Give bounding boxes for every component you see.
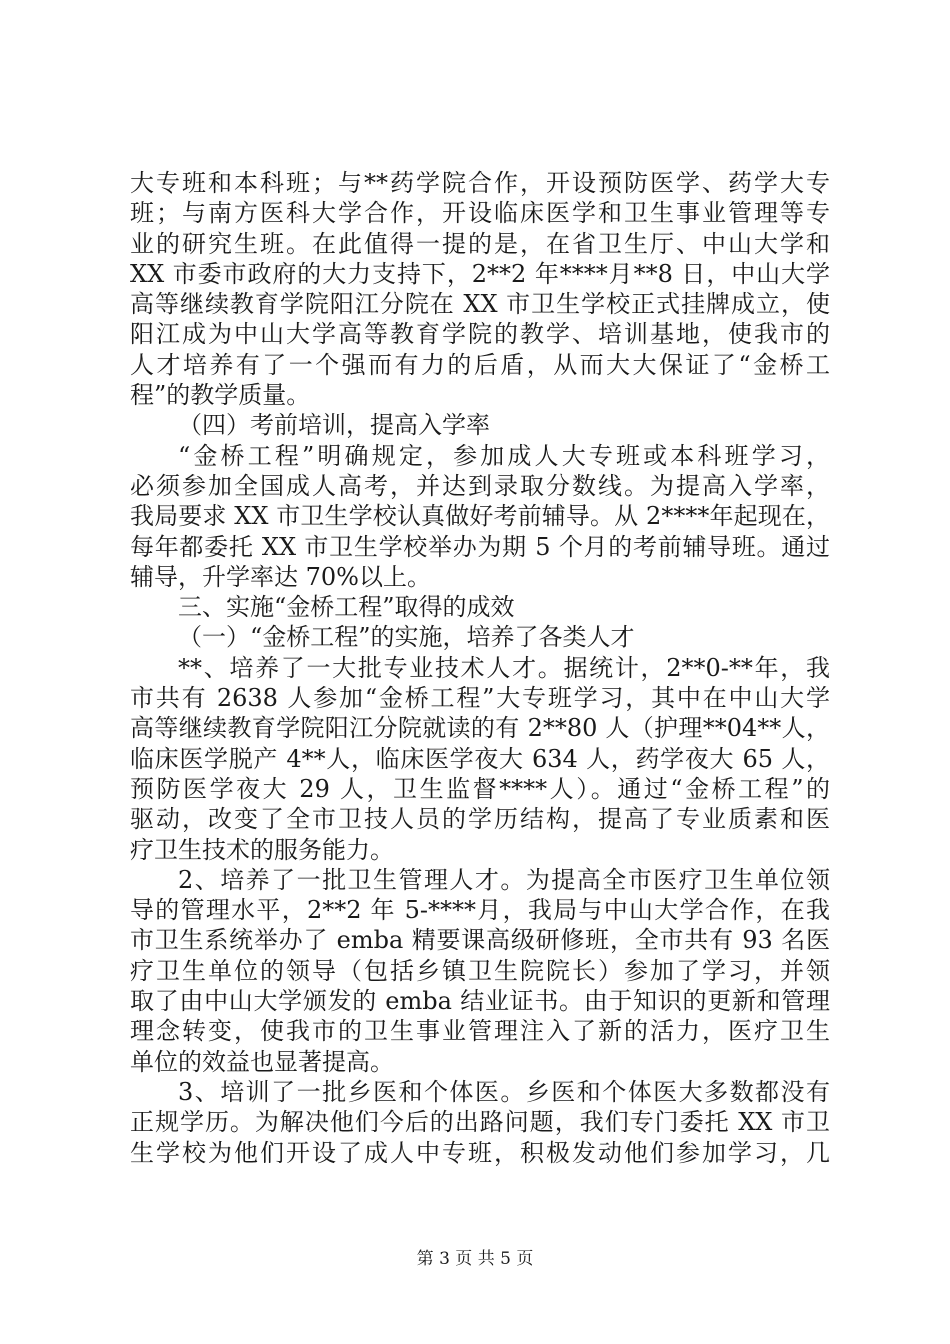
text-line: 辅导，升学率达 70%以上。 <box>130 562 431 591</box>
text-line: 正规学历。为解决他们今后的出路问题，我们专门委托 XX 市卫 <box>130 1108 830 1137</box>
text-line: XX 市委市政府的大力支持下，2**2 年****月**8 日，中山大学 <box>130 259 830 288</box>
text-line: 班；与南方医科大学合作，开设临床医学和卫生事业管理等专 <box>130 199 830 228</box>
text-line: 大专班和本科班；与**药学院合作，开设预防医学、药学大专 <box>130 169 830 197</box>
text-line: 临床医学脱产 4**人，临床医学夜大 634 人，药学夜大 65 人， <box>130 744 830 773</box>
text-line: 人才培养有了一个强而有力的后盾，从而大大保证了“金桥工 <box>130 350 830 379</box>
text-line: 必须参加全国成人高考，并达到录取分数线。为提高入学率， <box>130 471 830 500</box>
text-line: 业的研究生班。在此值得一提的是，在省卫生厅、中山大学和 <box>130 229 830 258</box>
text-line: 导的管理水平，2**2 年 5-****月，我局与中山大学合作，在我 <box>130 896 830 925</box>
text-line: 高等继续教育学院阳江分院在 XX 市卫生学校正式挂牌成立，使 <box>130 290 830 319</box>
text-line: 单位的效益也显著提高。 <box>130 1047 394 1076</box>
text-line: （四）考前培训，提高入学率 <box>178 411 490 440</box>
page-footer: 第 3 页 共 5 页 <box>416 1249 534 1269</box>
text-line: 3、培训了一批乡医和个体医。乡医和个体医大多数都没有 <box>178 1077 830 1106</box>
text-line: 市卫生系统举办了 emba 精要课高级研修班，全市共有 93 名医 <box>130 926 830 955</box>
text-line: 驱动，改变了全市卫技人员的学历结构，提高了专业质素和医 <box>130 805 830 834</box>
text-line: 2、培养了一批卫生管理人才。为提高全市医疗卫生单位领 <box>178 865 830 894</box>
text-line: 市共有 2638 人参加“金桥工程”大专班学习，其中在中山大学 <box>130 684 830 713</box>
text-line: 预防医学夜大 29 人，卫生监督****人）。通过“金桥工程”的 <box>130 774 830 803</box>
text-line: 我局要求 XX 市卫生学校认真做好考前辅导。从 2****年起现在， <box>130 502 830 531</box>
text-line: **、培养了一大批专业技术人才。据统计，2**0-**年，我 <box>178 653 830 682</box>
text-line: 疗卫生单位的领导（包括乡镇卫生院院长）参加了学习，并领 <box>130 956 830 985</box>
text-line: 三、实施“金桥工程”取得的成效 <box>178 593 515 622</box>
text-line: 生学校为他们开设了成人中专班，积极发动他们参加学习，几 <box>130 1138 830 1167</box>
text-line: 疗卫生技术的服务能力。 <box>130 835 394 864</box>
text-line: 高等继续教育学院阳江分院就读的有 2**80 人（护理**04**人， <box>130 714 830 743</box>
document-body <box>130 168 830 1168</box>
text-line: 理念转变，使我市的卫生事业管理注入了新的活力，医疗卫生 <box>130 1017 830 1046</box>
text-line: 取了由中山大学颁发的 emba 结业证书。由于知识的更新和管理 <box>130 987 830 1016</box>
text-line: 每年都委托 XX 市卫生学校举办为期 5 个月的考前辅导班。通过 <box>130 532 830 561</box>
text-line: 程”的教学质量。 <box>130 381 311 410</box>
text-line: 阳江成为中山大学高等教育学院的教学、培训基地，使我市的 <box>130 320 830 349</box>
text-line: “金桥工程”明确规定，参加成人大专班或本科班学习， <box>178 441 830 470</box>
text-line: （一）“金桥工程”的实施，培养了各类人才 <box>178 623 635 652</box>
